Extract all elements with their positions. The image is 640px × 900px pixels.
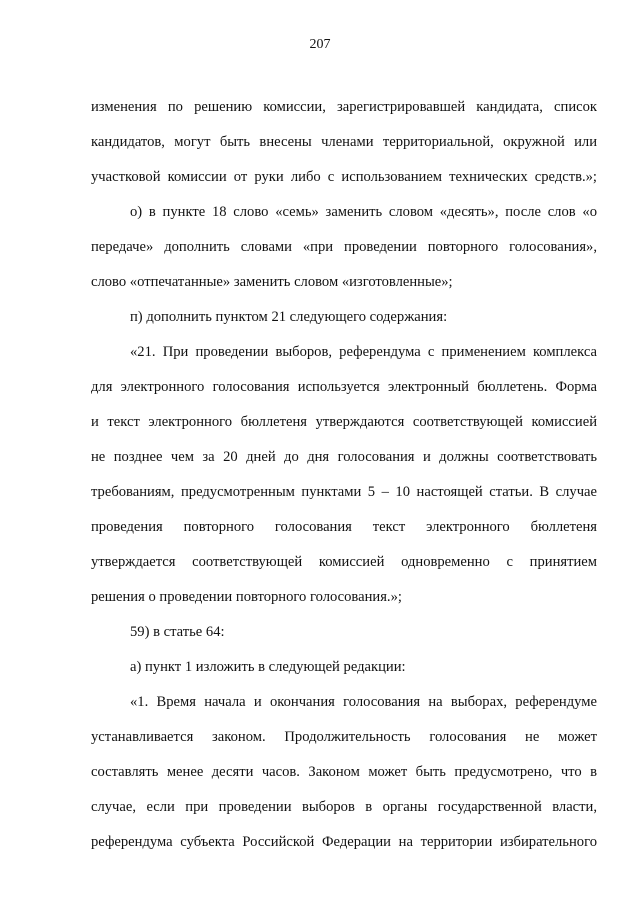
- text-line: о) в пункте 18 слово «семь» заменить словом «десять», после слов «о: [130, 204, 597, 220]
- text-line: «1. Время начала и окончания голосования на выборах, референдуме: [130, 694, 597, 710]
- text-line: изменения по решению комиссии, зарегистрировавшей кандидата, список: [91, 99, 597, 115]
- text-line: слово «отпечатанные» заменить словом «изготовленные»;: [91, 274, 453, 290]
- text-line: п) дополнить пунктом 21 следующего содержания:: [130, 309, 448, 325]
- text-line: передаче» дополнить словами «при проведении повторного голосования»,: [91, 239, 597, 255]
- text-line: случае, если при проведении выборов в органы государственной власти,: [91, 799, 597, 815]
- text-line: составлять менее десяти часов. Законом может быть предусмотрено, что в: [91, 764, 597, 780]
- text-line: референдума субъекта Российской Федерации на территории избирательного: [91, 834, 597, 850]
- text-line: устанавливается законом. Продолжительность голосования не может: [91, 729, 597, 745]
- text-line: проведения повторного голосования текст электронного бюллетеня: [91, 519, 597, 535]
- text-line: кандидатов, могут быть внесены членами территориальной, окружной или: [91, 134, 597, 150]
- page-number: 207: [309, 37, 331, 52]
- text-line: для электронного голосования используется электронный бюллетень. Форма: [91, 379, 597, 395]
- text-line: не позднее чем за 20 дней до дня голосования и должны соответствовать: [91, 449, 597, 465]
- text-line: и текст электронного бюллетеня утверждаются соответствующей комиссией: [91, 414, 597, 430]
- text-line: решения о проведении повторного голосования.»;: [91, 589, 402, 605]
- text-line: а) пункт 1 изложить в следующей редакции:: [130, 659, 406, 675]
- text-line: 59) в статье 64:: [130, 624, 225, 640]
- text-line: требованиям, предусмотренным пунктами 5 – 10 настоящей статьи. В случае: [91, 484, 597, 500]
- text-line: участковой комиссии от руки либо с использованием технических средств.»;: [91, 169, 597, 185]
- text-line: «21. При проведении выборов, референдума с применением комплекса: [130, 344, 597, 360]
- text-line: утверждается соответствующей комиссией одновременно с принятием: [91, 554, 597, 570]
